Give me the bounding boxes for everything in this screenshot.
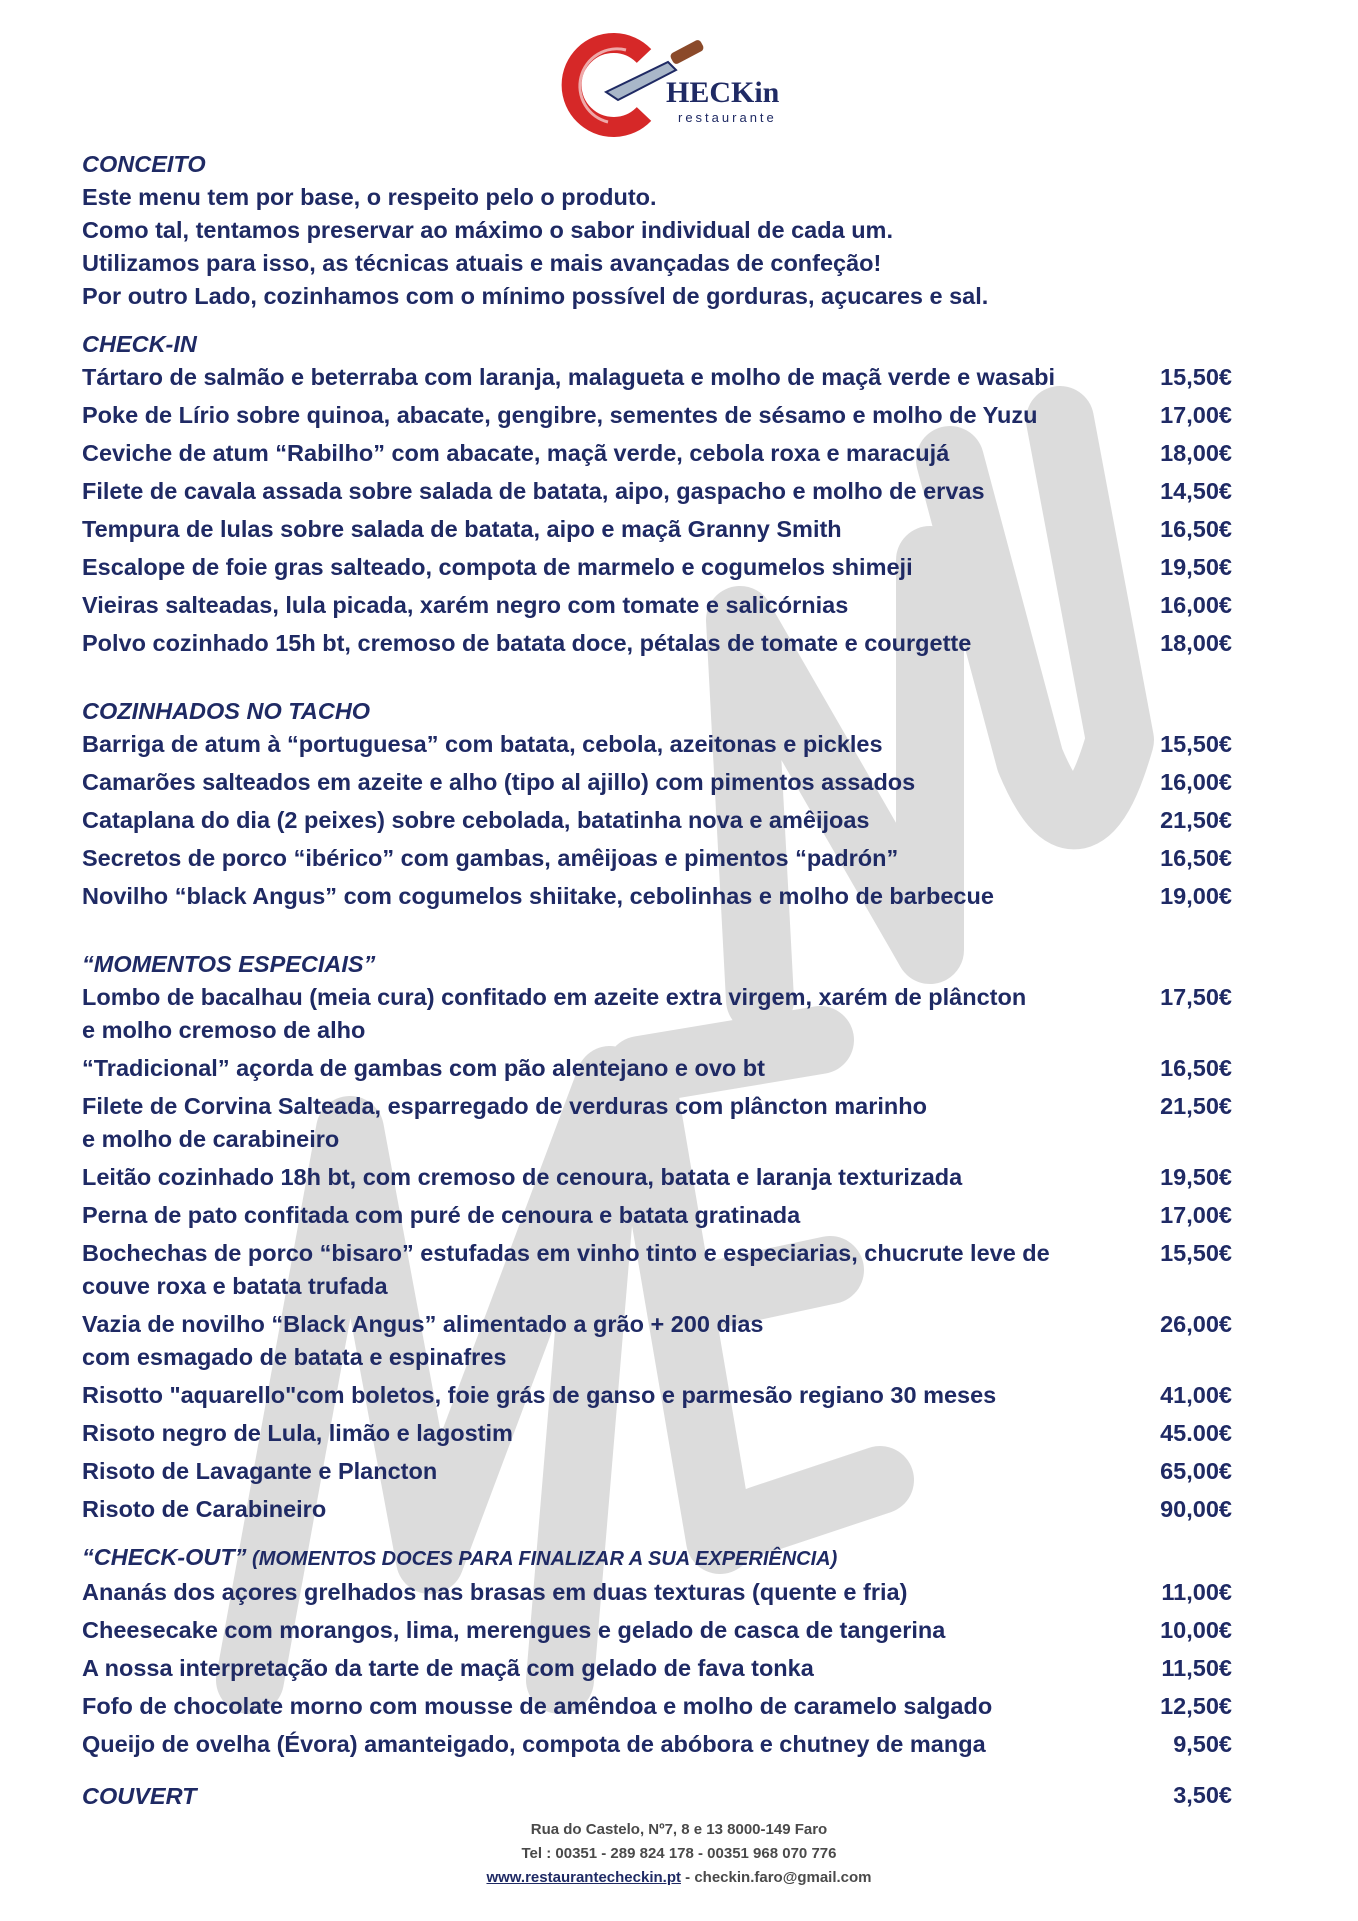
menu-item-name-line: Tempura de lulas sobre salada de batata, aipo e maçã Granny Smith — [82, 516, 842, 542]
menu-item-price: 14,50€ — [1160, 478, 1232, 504]
menu-item-name-line: Novilho “black Angus” com cogumelos shiitake, cebolinhas e molho de barbecue — [82, 883, 994, 909]
menu-item — [82, 361, 1232, 394]
menu-item — [82, 627, 1232, 660]
menu-item-name — [82, 589, 1132, 622]
menu-item-name — [82, 1493, 1132, 1526]
menu-item — [82, 589, 1232, 622]
menu-item — [82, 1652, 1232, 1685]
couvert-row — [82, 1779, 1232, 1813]
menu-item-name-line: Ceviche de atum “Rabilho” com abacate, maçã verde, cebola roxa e maracujá — [82, 440, 950, 466]
menu-item-name-line: Fofo de chocolate morno com mousse de amêndoa e molho de caramelo salgado — [82, 1693, 993, 1719]
menu-item-price: 11,00€ — [1161, 1579, 1232, 1605]
menu-item-name — [82, 1199, 1132, 1232]
menu-item — [82, 437, 1232, 470]
section-title — [82, 694, 1232, 728]
menu-item-price: 17,00€ — [1160, 402, 1232, 428]
footer-email[interactable]: checkin.faro@gmail.com — [694, 1869, 872, 1886]
menu-item — [82, 842, 1232, 875]
menu-item-price: 26,00€ — [1160, 1311, 1232, 1337]
menu-item-name-line: Filete de Corvina Salteada, esparregado de verduras com plâncton marinho — [82, 1093, 927, 1119]
menu-item-name — [82, 1576, 1132, 1609]
menu-item-name — [82, 766, 1132, 799]
menu-item — [82, 513, 1232, 546]
menu-item — [82, 1161, 1232, 1194]
menu-section — [82, 1540, 1232, 1761]
menu-item-name — [82, 1690, 1132, 1723]
menu-item-name — [82, 981, 1132, 1047]
menu-item-name — [82, 1455, 1132, 1488]
menu-item-price: 16,00€ — [1160, 769, 1232, 795]
footer-separator: - — [680, 1869, 695, 1886]
menu-item-name-line: Secretos de porco “ibérico” com gambas, amêijoas e pimentos “padrón” — [82, 845, 899, 871]
menu-item-name — [82, 1308, 1132, 1374]
menu-item-name-line: Queijo de ovelha (Évora) amanteigado, compota de abóbora e chutney de manga — [82, 1731, 986, 1757]
menu-item — [82, 1308, 1232, 1374]
menu-item — [82, 1690, 1232, 1723]
menu-item-name — [82, 1652, 1132, 1685]
menu-item — [82, 766, 1232, 799]
menu-content — [82, 148, 1232, 1818]
menu-item-name — [82, 551, 1132, 584]
menu-item-price: 16,50€ — [1160, 1055, 1232, 1081]
menu-item-name-line: “Tradicional” açorda de gambas com pão alentejano e ovo bt — [82, 1055, 765, 1081]
section-title — [82, 947, 1232, 981]
menu-item-name — [82, 880, 1132, 913]
menu-section — [82, 947, 1232, 1526]
concept-section — [82, 148, 1232, 313]
menu-item-name — [82, 1090, 1132, 1156]
footer-phone: Tel : 00351 - 289 824 178 - 00351 968 070 776 — [521, 1845, 837, 1862]
menu-item-name-line: Leitão cozinhado 18h bt, com cremoso de cenoura, batata e laranja texturizada — [82, 1164, 963, 1190]
menu-item-name — [82, 513, 1132, 546]
menu-item-name-line: com esmagado de batata e espinafres — [82, 1344, 507, 1370]
menu-item — [82, 1090, 1232, 1156]
menu-item-name-line: Perna de pato confitada com puré de cenoura e batata gratinada — [82, 1202, 801, 1228]
footer-address: Rua do Castelo, Nº7, 8 e 13 8000-149 Faro — [530, 1821, 828, 1838]
menu-item — [82, 1052, 1232, 1085]
menu-item-name-line: e molho cremoso de alho — [82, 1017, 366, 1043]
menu-item-price: 45.00€ — [1160, 1420, 1232, 1446]
menu-item-name-line: Vazia de novilho “Black Angus” alimentado a grão + 200 dias — [82, 1311, 764, 1337]
section-title-text: COZINHADOS NO TACHO — [82, 698, 371, 724]
section-title — [82, 327, 1232, 361]
section-title-text: CHECK-IN — [82, 331, 197, 357]
menu-item-price: 15,50€ — [1160, 364, 1232, 390]
menu-item-name-line: Filete de cavala assada sobre salada de batata, aipo, gaspacho e molho de ervas — [82, 478, 985, 504]
menu-item-price: 16,50€ — [1160, 845, 1232, 871]
website-link[interactable]: www.restaurantecheckin.pt — [486, 1869, 681, 1886]
menu-item-name — [82, 804, 1132, 837]
menu-item-name — [82, 627, 1132, 660]
menu-item-price: 15,50€ — [1160, 731, 1232, 757]
menu-item-name-line: Camarões salteados em azeite e alho (tipo al ajillo) com pimentos assados — [82, 769, 916, 795]
menu-item — [82, 804, 1232, 837]
menu-item-name — [82, 475, 1132, 508]
menu-item — [82, 1199, 1232, 1232]
menu-item-price: 19,50€ — [1160, 554, 1232, 580]
menu-item-price: 19,50€ — [1160, 1164, 1232, 1190]
menu-item — [82, 1614, 1232, 1647]
menu-item-price: 15,50€ — [1160, 1240, 1232, 1266]
menu-item-price: 21,50€ — [1160, 1093, 1232, 1119]
menu-item-name-line: e molho de carabineiro — [82, 1126, 340, 1152]
menu-item-price: 41,00€ — [1160, 1382, 1232, 1408]
section-subtitle: (MOMENTOS DOCES PARA FINALIZAR A SUA EXPERIÊNCIA) — [246, 1548, 838, 1570]
menu-item-name — [82, 1614, 1132, 1647]
concept-line: Utilizamos para isso, as técnicas atuais e mais avançadas de confeção! — [82, 250, 882, 276]
menu-item-price: 21,50€ — [1160, 807, 1232, 833]
menu-item-price: 90,00€ — [1160, 1496, 1232, 1522]
menu-item-name — [82, 1161, 1132, 1194]
menu-item-name — [82, 399, 1132, 432]
section-title-text: “CHECK-OUT” — [82, 1544, 247, 1570]
menu-item-name-line: Tártaro de salmão e beterraba com laranja, malagueta e molho de maçã verde e wasabi — [82, 364, 1056, 390]
menu-item-name-line: Escalope de foie gras salteado, compota de marmelo e cogumelos shimeji — [82, 554, 913, 580]
menu-item-price: 12,50€ — [1160, 1693, 1232, 1719]
menu-item-name-line: couve roxa e batata trufada — [82, 1273, 388, 1299]
menu-item-name-line: Lombo de bacalhau (meia cura) confitado em azeite extra virgem, xarém de plâncton — [82, 984, 1027, 1010]
menu-item-price: 18,00€ — [1160, 440, 1232, 466]
concept-line: Este menu tem por base, o respeito pelo o produto. — [82, 184, 657, 210]
menu-item-name-line: Ananás dos açores grelhados nas brasas em duas texturas (quente e fria) — [82, 1579, 908, 1605]
menu-item-name-line: Risoto de Lavagante e Plancton — [82, 1458, 438, 1484]
couvert-price: 3,50€ — [1173, 1782, 1232, 1808]
menu-item — [82, 728, 1232, 761]
menu-item — [82, 1728, 1232, 1761]
menu-item-name-line: Risoto de Carabineiro — [82, 1496, 327, 1522]
menu-section — [82, 327, 1232, 660]
menu-item-name-line: Barriga de atum à “portuguesa” com batata, cebola, azeitonas e pickles — [82, 731, 883, 757]
menu-item-name — [82, 437, 1132, 470]
menu-item — [82, 1417, 1232, 1450]
menu-item — [82, 1455, 1232, 1488]
menu-section — [82, 694, 1232, 913]
section-title — [82, 1540, 1232, 1576]
menu-item — [82, 880, 1232, 913]
menu-item-name — [82, 1052, 1132, 1085]
menu-item-name — [82, 1728, 1132, 1761]
concept-title: CONCEITO — [82, 151, 206, 177]
menu-item-name-line: Risotto "aquarello"com boletos, foie grás de ganso e parmesão regiano 30 meses — [82, 1382, 997, 1408]
menu-item — [82, 1237, 1232, 1303]
menu-item — [82, 399, 1232, 432]
menu-item-name — [82, 728, 1132, 761]
menu-item — [82, 1379, 1232, 1412]
concept-line: Como tal, tentamos preservar ao máximo o sabor individual de cada um. — [82, 217, 893, 243]
menu-item-name-line: Poke de Lírio sobre quinoa, abacate, gengibre, sementes de sésamo e molho de Yuzu — [82, 402, 1038, 428]
menu-item-name — [82, 842, 1132, 875]
menu-item-price: 19,00€ — [1160, 883, 1232, 909]
menu-item-name — [82, 1379, 1132, 1412]
section-title-text: “MOMENTOS ESPECIAIS” — [82, 951, 376, 977]
menu-item-price: 9,50€ — [1173, 1731, 1232, 1757]
couvert-label: COUVERT — [82, 1783, 197, 1809]
menu-item-name-line: A nossa interpretação da tarte de maçã com gelado de fava tonka — [82, 1655, 814, 1681]
menu-item-price: 10,00€ — [1160, 1617, 1232, 1643]
logo-name: HECKin — [666, 76, 780, 109]
menu-item-name-line: Polvo cozinhado 15h bt, cremoso de batata doce, pétalas de tomate e courgette — [82, 630, 972, 656]
menu-item-price: 16,00€ — [1160, 592, 1232, 618]
menu-item-name-line: Risoto negro de Lula, limão e lagostim — [82, 1420, 513, 1446]
footer — [0, 1818, 1358, 1890]
logo-subtitle: restaurante — [678, 110, 777, 125]
menu-item — [82, 551, 1232, 584]
concept-line: Por outro Lado, cozinhamos com o mínimo possível de gorduras, açucares e sal. — [82, 283, 989, 309]
menu-item-name — [82, 361, 1132, 394]
menu-item-price: 65,00€ — [1160, 1458, 1232, 1484]
menu-item-price: 11,50€ — [1161, 1655, 1232, 1681]
menu-item-price: 16,50€ — [1160, 516, 1232, 542]
menu-item — [82, 981, 1232, 1047]
menu-item-name — [82, 1237, 1132, 1303]
menu-item-name-line: Cheesecake com morangos, lima, merengues e gelado de casca de tangerina — [82, 1617, 946, 1643]
menu-item-name-line: Vieiras salteadas, lula picada, xarém negro com tomate e salicórnias — [82, 592, 849, 618]
menu-item-price: 17,50€ — [1160, 984, 1232, 1010]
menu-item-price: 18,00€ — [1160, 630, 1232, 656]
menu-item — [82, 1493, 1232, 1526]
menu-item — [82, 1576, 1232, 1609]
menu-item-name — [82, 1417, 1132, 1450]
menu-item-name-line: Cataplana do dia (2 peixes) sobre cebolada, batatinha nova e amêijoas — [82, 807, 870, 833]
menu-item — [82, 475, 1232, 508]
menu-item-price: 17,00€ — [1160, 1202, 1232, 1228]
restaurant-logo — [548, 30, 788, 140]
menu-item-name-line: Bochechas de porco “bisaro” estufadas em vinho tinto e especiarias, chucrute leve de — [82, 1240, 1050, 1266]
